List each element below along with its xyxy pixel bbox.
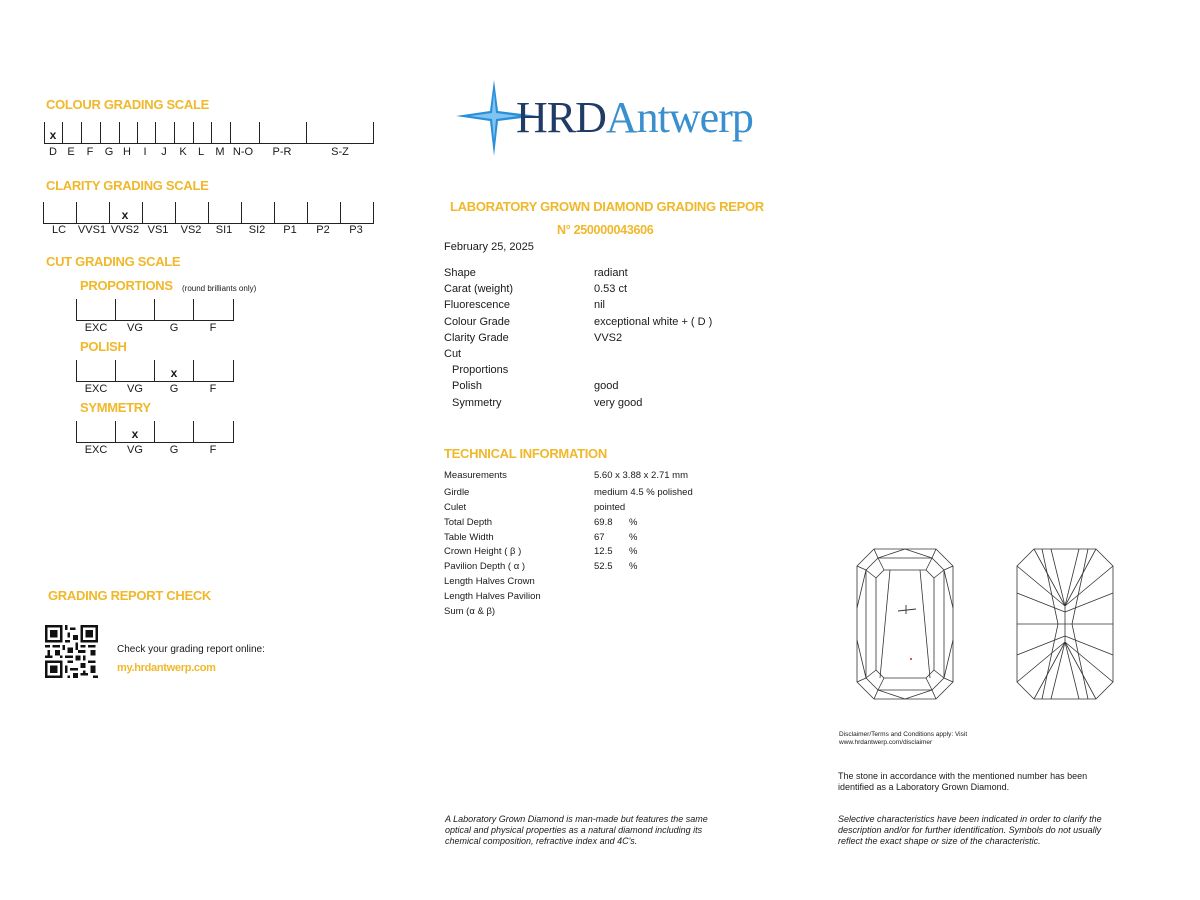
polish-scale-mark: x <box>170 366 178 380</box>
symmetry-label: F <box>209 444 217 456</box>
proportions-label: F <box>209 322 217 334</box>
logo-hrd-text: HRD <box>516 93 606 142</box>
cut-scale-title: CUT GRADING SCALE <box>46 254 181 269</box>
tech-row <box>444 469 744 484</box>
polish-label: EXC <box>84 383 108 395</box>
tech-row <box>444 560 744 575</box>
tech-key: Sum (α & β) <box>444 606 496 618</box>
tech-value: 5.60 x 3.88 x 2.71 mm <box>594 470 688 481</box>
clarity-scale-mark: x <box>121 208 129 222</box>
detail-row-carat <box>444 281 774 297</box>
tech-row <box>444 605 744 620</box>
detail-value: radiant <box>594 267 628 279</box>
tech-row <box>444 545 744 560</box>
proportions-label: EXC <box>84 322 108 334</box>
tech-key: Pavilion Depth ( α ) <box>444 561 525 573</box>
symmetry-scale-bar <box>76 420 234 443</box>
pavilion-view-diagram <box>1016 548 1114 700</box>
tech-key: Girdle <box>444 486 470 498</box>
qr-code-icon <box>45 625 98 678</box>
detail-key: Symmetry <box>452 396 502 409</box>
disclaimer-line: Disclaimer/Terms and Conditions apply: Visit <box>839 731 968 738</box>
characteristics-note-line: reflect the exact shape or size of the characteristic. <box>838 836 1041 846</box>
characteristics-note <box>838 814 1102 847</box>
proportions-title: PROPORTIONS <box>80 278 173 293</box>
technical-title: TECHNICAL INFORMATION <box>444 446 607 461</box>
colour-scale-title: COLOUR GRADING SCALE <box>46 97 210 112</box>
colour-label: I <box>143 146 147 158</box>
tech-value: 52.5 <box>594 561 613 573</box>
lab-grown-note-line: chemical composition, refractive index and 4C's. <box>445 836 638 846</box>
hrd-logo <box>452 78 782 158</box>
colour-label: P-R <box>272 146 292 158</box>
report-title: LABORATORY GROWN DIAMOND GRADING REPOR <box>450 199 764 214</box>
colour-label: L <box>197 146 205 158</box>
colour-label: E <box>67 146 75 158</box>
report-details <box>444 265 774 411</box>
detail-key: Carat (weight) <box>444 283 514 296</box>
crown-view-diagram <box>856 548 954 700</box>
tech-row <box>444 501 744 516</box>
report-check-link[interactable]: my.hrdantwerp.com <box>117 662 216 674</box>
polish-title: POLISH <box>80 339 127 354</box>
characteristics-note-line: description and/or for further identification. Symbols do not usually <box>838 825 1102 835</box>
report-number: N° 250000043606 <box>557 223 654 237</box>
detail-key: Clarity Grade <box>444 331 509 344</box>
colour-label: M <box>215 146 225 158</box>
tech-key: Length Halves Crown <box>444 576 535 588</box>
symmetry-label: G <box>169 444 179 456</box>
clarity-label: LC <box>51 224 67 236</box>
proportions-scale-bar <box>76 298 234 321</box>
detail-key: Cut <box>444 347 462 360</box>
detail-value: 0.53 ct <box>594 283 628 296</box>
detail-row-colour <box>444 314 774 330</box>
symmetry-label: VG <box>127 444 143 456</box>
tech-row <box>444 531 744 546</box>
lab-grown-note-line: A Laboratory Grown Diamond is man-made but features the same <box>445 814 708 824</box>
colour-label: S-Z <box>331 146 349 158</box>
colour-scale-mark: x <box>49 128 57 142</box>
detail-key: Fluorescence <box>444 299 511 312</box>
clarity-label: P1 <box>283 224 297 236</box>
clarity-label: VVS2 <box>110 224 140 236</box>
colour-label: N-O <box>232 146 254 158</box>
detail-key: Shape <box>444 267 476 279</box>
detail-value: nil <box>594 299 606 312</box>
tech-value: 67 <box>594 531 605 543</box>
colour-label: D <box>49 146 57 158</box>
tech-value: medium 4.5 % polished <box>594 486 693 498</box>
detail-value: exceptional white + ( D ) <box>594 315 713 328</box>
polish-scale-bar <box>76 359 234 382</box>
clarity-label: SI2 <box>248 224 266 236</box>
tech-value: 69.8 <box>594 516 613 528</box>
clarity-scale-title: CLARITY GRADING SCALE <box>46 178 209 193</box>
detail-row-symmetry <box>444 395 774 411</box>
disclaimer <box>839 731 967 747</box>
detail-row-proportions <box>444 362 774 378</box>
tech-key: Culet <box>444 501 467 513</box>
polish-label: VG <box>127 383 143 395</box>
detail-row-cut <box>444 346 774 362</box>
clarity-label: P3 <box>349 224 363 236</box>
colour-label: F <box>86 146 94 158</box>
tech-value: 12.5 <box>594 546 613 558</box>
colour-label: J <box>161 146 167 158</box>
proportions-note: (round brilliants only) <box>182 284 257 293</box>
tech-row <box>444 590 744 605</box>
tech-unit: % <box>629 531 638 543</box>
clarity-label: P2 <box>316 224 330 236</box>
tech-unit: % <box>629 561 638 573</box>
identified-statement <box>838 771 1087 793</box>
tech-key: Measurements <box>444 470 507 481</box>
clarity-label: VVS1 <box>77 224 107 236</box>
tech-value: pointed <box>594 501 626 513</box>
qr-code[interactable] <box>45 625 98 678</box>
tech-row <box>444 516 744 531</box>
detail-key: Polish <box>452 380 482 393</box>
colour-label: H <box>123 146 131 158</box>
clarity-label: VS2 <box>180 224 202 236</box>
tech-unit: % <box>629 546 638 558</box>
polish-label: F <box>209 383 217 395</box>
clarity-label: VS1 <box>147 224 169 236</box>
logo-antwerp-text: Antwerp <box>605 93 753 142</box>
symmetry-scale-mark: x <box>131 427 139 441</box>
colour-label: K <box>179 146 187 158</box>
detail-row-polish <box>444 378 774 394</box>
tech-key: Crown Height ( β ) <box>444 546 522 558</box>
tech-key: Length Halves Pavilion <box>444 591 541 603</box>
proportions-label: G <box>169 322 179 334</box>
report-check-text: Check your grading report online: <box>117 644 265 655</box>
report-date: February 25, 2025 <box>444 241 534 253</box>
tech-row <box>444 575 744 590</box>
identified-line: identified as a Laboratory Grown Diamond. <box>838 782 1010 792</box>
lab-grown-note <box>445 814 708 847</box>
characteristics-note-line: Selective characteristics have been indicated in order to clarify the <box>838 814 1102 824</box>
detail-row-clarity <box>444 330 774 346</box>
clarity-scale-bar <box>43 201 374 224</box>
clarity-label: SI1 <box>215 224 233 236</box>
symmetry-title: SYMMETRY <box>80 400 151 415</box>
lab-grown-note-line: optical and physical properties as a natural diamond including its <box>445 825 703 835</box>
tech-unit: % <box>629 516 638 528</box>
detail-value: good <box>594 380 619 393</box>
identified-line: The stone in accordance with the mentioned number has been <box>838 771 1088 781</box>
detail-row-shape <box>444 265 774 281</box>
detail-key: Colour Grade <box>444 315 511 328</box>
proportions-label: VG <box>127 322 143 334</box>
detail-row-fluorescence <box>444 297 774 313</box>
detail-value: very good <box>594 396 643 409</box>
polish-label: G <box>169 383 179 395</box>
tech-key: Table Width <box>444 531 494 543</box>
detail-value: VVS2 <box>594 331 623 344</box>
report-check-title: GRADING REPORT CHECK <box>48 588 212 603</box>
colour-scale-bar <box>44 121 374 144</box>
colour-label: G <box>104 146 114 158</box>
symmetry-label: EXC <box>84 444 108 456</box>
technical-details <box>444 469 744 620</box>
disclaimer-link[interactable]: www.hrdantwerp.com/disclaimer <box>839 739 933 746</box>
tech-row <box>444 486 744 501</box>
detail-key: Proportions <box>452 364 509 377</box>
tech-key: Total Depth <box>444 516 493 528</box>
